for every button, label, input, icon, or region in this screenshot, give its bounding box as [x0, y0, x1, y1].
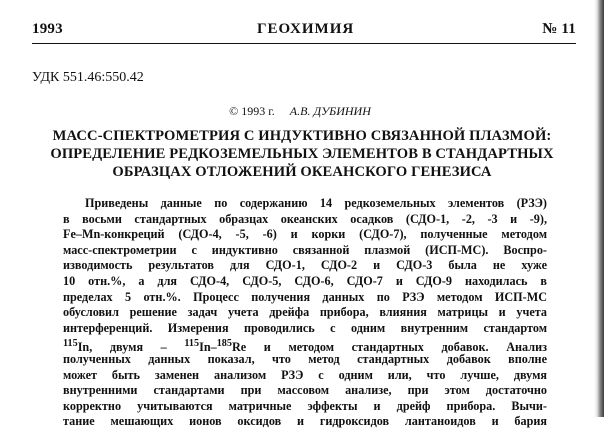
- udk-code: УДК 551.46:550.42: [32, 70, 144, 85]
- article-title: [22, 127, 582, 181]
- isotope-mass: 115: [184, 338, 200, 350]
- header-rule: [32, 43, 576, 44]
- abstract-line: корректно учитываются матричные эффекты и дрейф прибора. Вычи-: [63, 398, 547, 413]
- header-journal-title: ГЕОХИМИЯ: [257, 21, 355, 37]
- abstract-line: Fe–Mn-конкреций (СДО-4, -5, -6) и корки (СДО-7), полученные методом: [63, 227, 547, 242]
- running-header: [32, 21, 576, 41]
- abstract-line: тание мешающих ионов оксидов и гидроксидов лантаноидов и бария: [63, 414, 547, 429]
- abstract-line-isotopes: [63, 336, 547, 355]
- abstract: [63, 196, 547, 430]
- abstract-line: Приведены данные по содержанию 14 редкоземельных элементов (РЗЭ): [85, 196, 547, 210]
- title-line: ОБРАЗЦАХ ОТЛОЖЕНИЙ ОКЕАНСКОГО ГЕНЕЗИСА: [112, 164, 492, 180]
- abstract-line: в восьми стандартных образцах океанских осадков (СДО-1, -2, -3 и -9),: [63, 211, 547, 226]
- isotope-mass: 185: [216, 338, 232, 350]
- abstract-fragment: In, двумя –: [77, 340, 185, 355]
- title-line: ОПРЕДЕЛЕНИЕ РЕДКОЗЕМЕЛЬНЫХ ЭЛЕМЕНТОВ В СТАНДАРТНЫХ: [50, 146, 554, 162]
- isotope-mass: 115: [63, 338, 78, 350]
- abstract-line: обусловил решение задач учета дрейфа прибора, влияния матрицы и учета: [63, 305, 547, 320]
- abstract-line: масс-спектрометрии с индуктивно связанной плазмой (ИСП-МС). Воспро-: [63, 242, 547, 257]
- header-year: 1993: [32, 21, 63, 37]
- title-line: МАСС-СПЕКТРОМЕТРИЯ С ИНДУКТИВНО СВЯЗАННОЙ ПЛАЗМОЙ:: [52, 128, 552, 144]
- page-edge-shadow: [594, 0, 604, 417]
- header-issue-number: № 11: [542, 21, 576, 37]
- abstract-line: полученных данных показал, что метод стандартных добавок вполне: [63, 351, 547, 366]
- author-line: [0, 104, 600, 119]
- abstract-fragment: Re и методом стандартных добавок. Анализ: [231, 340, 547, 355]
- abstract-line: может быть заменен анализом РЗЭ с одним или, что лучше, двумя: [63, 367, 547, 382]
- copyright-notice: © 1993 г.: [229, 104, 275, 118]
- author-name: А.В. ДУБИНИН: [289, 104, 371, 118]
- abstract-line: пределах 5 отн.%. Процесс получения данных по РЗЭ методом ИСП-МС: [63, 289, 547, 304]
- abstract-line: внутренними стандартами при массовом анализе, при этом достаточно: [63, 383, 547, 398]
- abstract-line: интерференций. Измерения проводились с одним внутренним стандартом: [63, 320, 547, 335]
- abstract-line: изводимость результатов для СДО-1, СДО-2 и СДО-3 была не хуже: [63, 258, 547, 273]
- abstract-fragment: In–: [199, 340, 217, 355]
- abstract-line: 10 отн.%, а для СДО-4, СДО-5, СДО-6, СДО-7 и СДО-9 находилась в: [63, 273, 547, 288]
